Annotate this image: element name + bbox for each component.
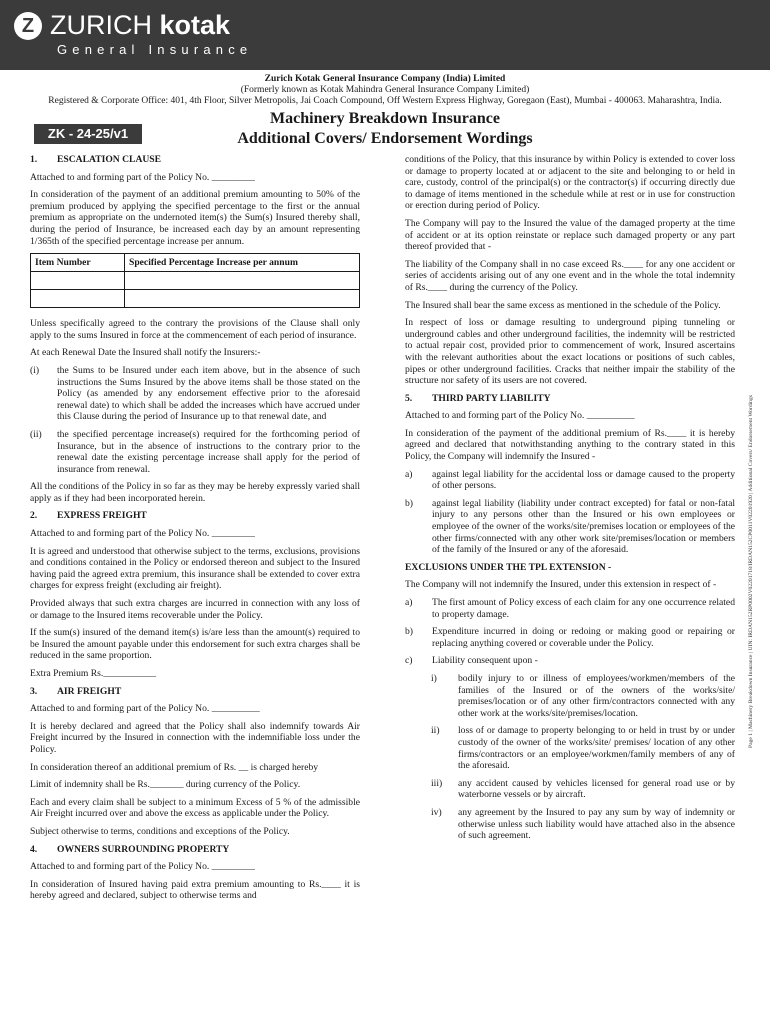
list-text: bodily injury to or illness of employees/workmen/members of the families of the Insured or of the owners of the works/site/ premises/location or of any other firm/contractors connected with any other work at the works/site/premises/location.: [458, 672, 735, 719]
right-column: [405, 154, 735, 848]
brand-right: kotak: [159, 10, 231, 40]
table-row: [31, 272, 360, 290]
paragraph: The Insured shall bear the same excess as mentioned in the schedule of the Policy.: [405, 299, 721, 311]
section-number: 3.: [30, 685, 38, 697]
attached-line: Attached to and forming part of the Policy No. _________: [30, 861, 255, 873]
attached-line: Attached to and forming part of the Policy No. __________: [405, 410, 635, 422]
section-heading-air-freight: [30, 686, 360, 698]
list-label: iii): [431, 777, 443, 789]
logo-letter: Z: [21, 15, 35, 37]
company-former-name: (Formerly known as Kotak Mahindra General Insurance Company Limited): [240, 85, 530, 95]
zurich-logo-icon: [14, 12, 42, 40]
section-heading-third-party: [405, 393, 735, 405]
paragraph: conditions of the Policy, that this insurance by within Policy is extended to cover loss or damage to property located at or adjacent to the site and belonging to or held in care, custody, control of the principal(s) or the contractor(s) if occurring directly due to damage of items mentioned in the schedule while at rest or in use for construction or erection during period of Policy.: [405, 154, 735, 212]
list-label: a): [405, 468, 413, 480]
attached-line: Attached to and forming part of the Policy No. _________: [30, 528, 255, 540]
percentage-table: [30, 253, 360, 308]
paragraph: The Company will not indemnify the Insured, under this extension in respect of -: [405, 579, 717, 591]
paragraph: Unless specifically agreed to the contrary the provisions of the Clause shall only apply to the sums Insured in force at the commencement of each period of insurance.: [30, 318, 360, 341]
paragraph: In respect of loss or damage resulting to underground piping tunneling or underground cables and other underground facilities, the indemnity will be restricted to actual repair cost, provided prior to commencement of work, Insured ascertains with the relevant authorities about the exact locations or positions of such cables, pipes or other underground facilities. Cracks that neither impair the stability of the structure nor safety of its users are not covered.: [405, 317, 735, 387]
list-label: ii): [431, 725, 440, 737]
list-item: [405, 498, 735, 556]
sub-list-item: [431, 725, 735, 771]
table-cell: [125, 272, 360, 290]
table-cell: [31, 272, 125, 290]
list-text: The first amount of Policy excess of each claim for any one occurrence related to property damage.: [432, 597, 735, 620]
list-item: [405, 626, 735, 649]
list-text: Expenditure incurred in doing or redoing or making good or repairing or replacing anything covered or coverable under the Policy.: [432, 626, 735, 649]
list-label: iv): [431, 806, 442, 818]
paragraph: Subject otherwise to terms, conditions and exceptions of the Policy.: [30, 825, 290, 837]
company-address: Registered & Corporate Office: 401, 4th Floor, Silver Metropolis, Jai Coach Compound, Off Western Express Highway, Goregaon (East), Mumbai - 400063. Maharashtra, India.: [48, 96, 722, 106]
attached-line: Attached to and forming part of the Policy No. _________: [30, 171, 255, 183]
document-title: Machinery Breakdown Insurance: [270, 110, 500, 127]
list-label: a): [405, 597, 413, 608]
paragraph: Each and every claim shall be subject to a minimum Excess of 5 % of the admissible Air Freight incurred over and above the excess as applicable under the Policy.: [30, 796, 360, 820]
paragraph: In consideration thereof an additional premium of Rs. __ is charged hereby: [30, 761, 319, 773]
list-item: [30, 365, 360, 423]
section-title: ESCALATION CLAUSE: [57, 154, 162, 165]
section-title: AIR FREIGHT: [57, 685, 122, 697]
list-text: any accident caused by vehicles licensed for general road use or by waterborne vessels or by aircraft.: [458, 777, 735, 801]
list-item: [405, 597, 735, 620]
brand-name: [50, 10, 230, 40]
table-header-row: [31, 254, 360, 272]
list-label: b): [405, 497, 413, 509]
paragraph: All the conditions of the Policy in so far as they may be hereby expressly varied shall apply as if they had been incorporated herein.: [30, 481, 360, 504]
table-header-item-number: Item Number: [31, 254, 125, 272]
list-text: against legal liability (liability under contract excepted) for fatal or non-fatal injury to any persons other than the Insured or his own employees or employee of the owner of the works/site/premises location or employees of the other firms/connected with any other work site/premises/location or members of the family of the Insured or any of the aforesaid.: [432, 497, 735, 556]
list-label: b): [405, 626, 413, 638]
side-note: Page 1 | Machinery Breakdown Insurance | UIN: IRDAN152RP0002V02201718/IRDAN152CP0011V02201920 | Additional Covers/ Endorsement Wordings: [748, 395, 754, 748]
table-cell: [125, 290, 360, 308]
paragraph: It is agreed and understood that otherwise subject to the terms, exclusions, provisions and conditions contained in the Policy or endorsed thereon and subject to the Insured having paid the agreed extra premium, this insurance shall be extended to cover extra charges for express freight (excluding air freight).: [30, 545, 360, 592]
brand-subtitle: General Insurance: [57, 42, 253, 57]
list-text: any agreement by the Insured to pay any sum by way of indemnity or otherwise unless such liability would have attached also in the absence of such agreement.: [458, 806, 735, 842]
document-code-badge: ZK - 24-25/v1: [34, 124, 142, 144]
list-text: Liability consequent upon -: [432, 655, 538, 667]
list-label: i): [431, 672, 437, 684]
list-text: loss of or damage to property belonging to or held in trust by or under custody of the owner of the works/site/ premises/ location of any other firms/contractors or an employee/workmen/family members of any of the aforesaid.: [458, 725, 735, 772]
list-label: (i): [30, 364, 40, 376]
paragraph: The Company will pay to the Insured the value of the damaged property at the time of accident or at its option reinstate or replace such damaged property or any part thereof provided that -: [405, 217, 735, 253]
company-info: [0, 74, 770, 107]
sub-list-item: [431, 673, 735, 719]
list-label: c): [405, 655, 413, 667]
left-column: [30, 154, 360, 908]
paragraph: Provided always that such extra charges are incurred in connection with any loss of or damage to the Insured items recoverable under the Policy.: [30, 598, 360, 621]
list-text: the specified percentage increase(s) required for the forthcoming period of Insurance, but in the absence of instructions to the contrary prior to the renewal date the existing percentage increase shall apply for the period of insurance from renewal.: [57, 428, 360, 475]
document-subtitle: Additional Covers/ Endorsement Wordings: [237, 130, 533, 147]
exclusions-heading: EXCLUSIONS UNDER THE TPL EXTENSION -: [405, 561, 612, 573]
sub-list-item: [431, 807, 735, 842]
section-heading-express-freight: [30, 510, 360, 522]
paragraph: Limit of indemnity shall be Rs._______ during currency of the Policy.: [30, 779, 301, 791]
paragraph: If the sum(s) insured of the demand item(s) is/are less than the amount(s) required to be Insured the amount payable under this endorsement for such extra charges shall be reduced in the same proportion.: [30, 627, 360, 662]
list-item: [30, 429, 360, 475]
section-title: THIRD PARTY LIABILITY: [432, 392, 551, 404]
sub-list-item: [431, 778, 735, 801]
table-header-percentage: Specified Percentage Increase per annum: [125, 254, 360, 272]
section-number: 1.: [30, 154, 38, 165]
list-text: the Sums to be Insured under each item above, but in the absence of such instructions the Sums Insured by the above items shall be those stated on the Policy (as amended by any endorsement effective prior to the aforesaid renewal date) to which shall be added the increases which have accrued under this Clause during the period of Insurance up to that renewal date, and: [57, 364, 360, 423]
section-number: 2.: [30, 510, 38, 522]
brand-left: ZURICH: [50, 10, 152, 40]
paragraph: The liability of the Company shall in no case exceed Rs.____ for any one accident or series of accidents arising out of any one event and in the whole the total indemnity of Rs.____ during the currency of the Policy.: [405, 258, 735, 293]
paragraph: In consideration of the payment of the additional premium of Rs.____ it is hereby agreed and declared that notwithstanding anything to the contrary stated in this Policy, the Company will indemnify the Insured -: [405, 427, 735, 463]
list-text: against legal liability for the accidental loss or damage caused to the property of other persons.: [432, 468, 735, 492]
paragraph: In consideration of Insured having paid extra premium amounting to Rs.____ it is hereby agreed and declared, subject to otherwise terms and: [30, 878, 360, 902]
list-label: (ii): [30, 428, 42, 440]
section-heading-escalation: [30, 154, 360, 166]
paragraph: It is hereby declared and agreed that the Policy shall also indemnify towards Air Freight incurred by the Insured in connection with the indemnifiable loss under the Policy.: [30, 720, 360, 755]
attached-line: Attached to and forming part of the Policy No. __________: [30, 703, 260, 715]
section-number: 5.: [405, 392, 413, 404]
section-title: EXPRESS FREIGHT: [57, 510, 147, 522]
section-title: OWNERS SURROUNDING PROPERTY: [57, 843, 230, 855]
list-item: [405, 655, 735, 667]
table-cell: [31, 290, 125, 308]
page-header: [0, 0, 770, 70]
paragraph: In consideration of the payment of an additional premium amounting to 50% of the premium produced by applying the specified percentage to the first or the annual premium as appropriate on the undernoted item(s) the Sum(s) Insured thereby shall, during the period of Insurance, be increased each day by an amount representing 1/365th of the specified percentage increase per annum.: [30, 189, 360, 247]
paragraph: Extra Premium Rs.___________: [30, 668, 157, 679]
section-heading-owners-property: [30, 844, 360, 856]
paragraph: At each Renewal Date the Insured shall notify the Insurers:-: [30, 347, 261, 359]
section-number: 4.: [30, 843, 38, 855]
table-row: [31, 290, 360, 308]
list-item: [405, 469, 735, 492]
company-name: Zurich Kotak General Insurance Company (India) Limited: [264, 74, 506, 84]
